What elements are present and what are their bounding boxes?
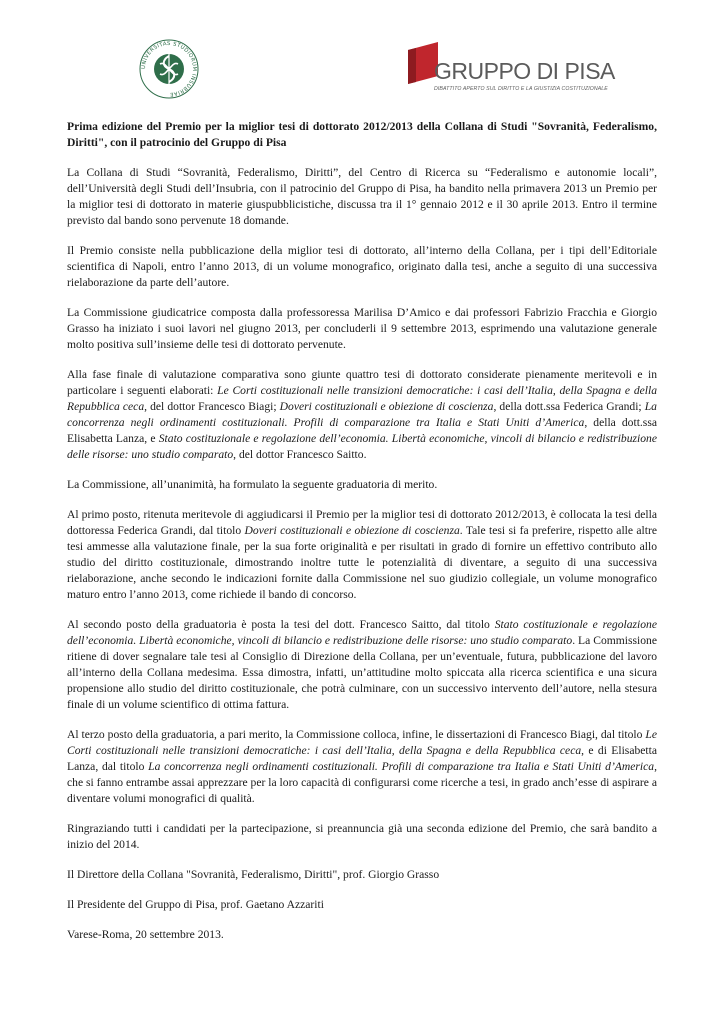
paragraph-finalists xyxy=(67,367,657,463)
paragraph-commission: La Commissione giudicatrice composta dalla professoressa Marilisa D’Amico e dai professori Fabrizio Fracchia e Giorgio Grasso ha iniziato i suoi lavori nel giugno 2013, per concluderli il 9 settembre 2013, esprimendo una valutazione generale molto positiva sull’insieme delle tesi di dottorato pervenute. xyxy=(67,306,657,351)
thesis-title-saitto: Stato costituzionale e regolazione dell’economia. Libertà economiche, vincoli di bilancio e redistribuzione delle risorse: uno studio comparato xyxy=(67,432,657,461)
signature-director: Il Direttore della Collana "Sovranità, Federalismo, Diritti", prof. Giorgio Grasso xyxy=(67,868,440,881)
signature-president: Il Presidente del Gruppo di Pisa, prof. Gaetano Azzariti xyxy=(67,898,324,911)
text-run: , del dottor Francesco Biagi; xyxy=(144,400,280,413)
text-run: , del dottor Francesco Saitto. xyxy=(233,448,367,461)
seal-text: UNIVERSITAS STUDIORUM INSUBRIAE xyxy=(140,40,198,98)
page-header xyxy=(0,0,725,110)
text-run: Al secondo posto della graduatoria è posta la tesi del dott. Francesco Saitto, dal titolo xyxy=(67,618,495,631)
thesis-title-grandi: Doveri costituzionali e obiezione di coscienza xyxy=(279,400,494,413)
text-run: Al primo posto, ritenuta meritevole di aggiudicarsi il Premio per la miglior tesi di dottorato 2012/2013, è collocata la tesi della dottoressa Federica Grandi, dal titolo xyxy=(67,508,657,537)
university-seal-logo xyxy=(138,38,200,100)
document-body xyxy=(67,119,657,957)
thesis-title-biagi: Le Corti costituzionali nelle transizioni democratiche: i casi dell’Italia, della Spagna e della Repubblica ceca xyxy=(67,728,657,757)
text-run: , della dott.ssa Elisabetta Lanza, e xyxy=(67,416,657,445)
text-run: Alla fase finale di valutazione comparativa sono giunte quattro tesi di dottorato considerate pienamente meritevoli e in particolare i seguenti elaborati: xyxy=(67,368,657,397)
text-run: , della dott.ssa Federica Grandi; xyxy=(493,400,645,413)
gruppo-di-pisa-logo xyxy=(404,42,615,98)
thesis-title-saitto: Stato costituzionale e regolazione dell’economia. Libertà economiche, vincoli di bilancio e redistribuzione delle risorse: uno studio comparato xyxy=(67,618,657,647)
document-title: Prima edizione del Premio per la miglior tesi di dottorato 2012/2013 della Collana di Studi "Sovranità, Federalismo, Diritti", con il patrocinio del Gruppo di Pisa xyxy=(67,120,657,149)
text-run: , e di Elisabetta Lanza, dal titolo xyxy=(67,744,657,773)
text-run: . La Commissione ritiene di dover segnalare tale tesi al Consiglio di Direzione della Collana, per un’eventuale, futura, pubblicazione del lavoro all’interno della Collana medesima. Essa dimostra, infatti, un’attitudine molto spiccata alla ricerca scientifica e una sicura propensione allo studio del diritto costituzionale, che potrà culminare, con un successivo intervento dell’autore, nella stesura finale di un volume scientifico di ottima fattura. xyxy=(67,634,658,711)
paragraph-ranking-intro: La Commissione, all’unanimità, ha formulato la seguente graduatoria di merito. xyxy=(67,478,438,491)
gruppo-di-pisa-wordmark: GRUPPO DI PISA xyxy=(434,58,615,84)
thesis-title-biagi: Le Corti costituzionali nelle transizioni democratiche: i casi dell’Italia, della Spagna e della Repubblica ceca xyxy=(67,384,657,413)
paragraph-thanks: Ringraziando tutti i candidati per la partecipazione, si preannuncia già una seconda edizione del Premio, che sarà bandito a inizio del 2014. xyxy=(67,822,657,851)
text-run: Al terzo posto della graduatoria, a pari merito, la Commissione colloca, infine, le dissertazioni di Francesco Biagi, dal titolo xyxy=(67,728,646,741)
paragraph-intro: La Collana di Studi “Sovranità, Federalismo, Diritti”, del Centro di Ricerca su “Federalismo e autonomie locali”, dell’Università degli Studi dell’Insubria, con il patrocinio del Gruppo di Pisa, ha bandito nella primavera 2013 un Premio per la miglior tesi di dottorato in materie giuspubblicistiche, discussa tra il 1° gennaio 2012 e il 30 aprile 2013. Entro il termine previsto dal bando sono pervenute 18 domande. xyxy=(67,166,657,227)
paragraph-second-place xyxy=(67,617,657,713)
university-seal-icon xyxy=(138,38,200,100)
thesis-title-lanza: La concorrenza negli ordinamenti costituzionali. Profili di comparazione tra Italia e Stati Uniti d’America xyxy=(148,760,655,773)
gruppo-di-pisa-tagline: DIBATTITO APERTO SUL DIRITTO E LA GIUSTIZIA COSTITUZIONALE xyxy=(434,86,608,92)
text-run: , che si fanno entrambe assai apprezzare per la loro capacità di configurarsi come ricerche a tesi, in grado anch’esse di aspirare a diventare volumi monografici di qualità. xyxy=(67,760,657,805)
thesis-title-lanza: La concorrenza negli ordinamenti costituzionali. Profili di comparazione tra Italia e Stati Uniti d’America xyxy=(67,400,657,429)
paragraph-third-place xyxy=(67,727,657,807)
text-run: . Tale tesi si fa preferire, rispetto alle altre tesi ammesse alla valutazione finale, per la sua forte originalità e per risultati in grado di fornire un effettivo contributo allo studio del diritto costituzionale, dimostrando inoltre tutte le potenzialità di diventare, a seguito di una successiva rielaborazione, anche secondo le indicazioni fornite dalla Commissione nel suo giudizio collegiale, un volume monografico maturo entro l’anno 2013, come richiede il bando di concorso. xyxy=(67,524,658,601)
paragraph-prize: Il Premio consiste nella pubblicazione della miglior tesi di dottorato, all’interno della Collana, per i tipi dell’Editoriale scientifica di Napoli, entro l’anno 2013, di un volume monografico, originato dalla tesi, anche a seguito di una successiva rielaborazione da parte dell’autore. xyxy=(67,244,657,289)
place-and-date: Varese-Roma, 20 settembre 2013. xyxy=(67,928,224,941)
thesis-title-grandi: Doveri costituzionali e obiezione di coscienza xyxy=(244,524,460,537)
paragraph-first-place xyxy=(67,507,657,603)
